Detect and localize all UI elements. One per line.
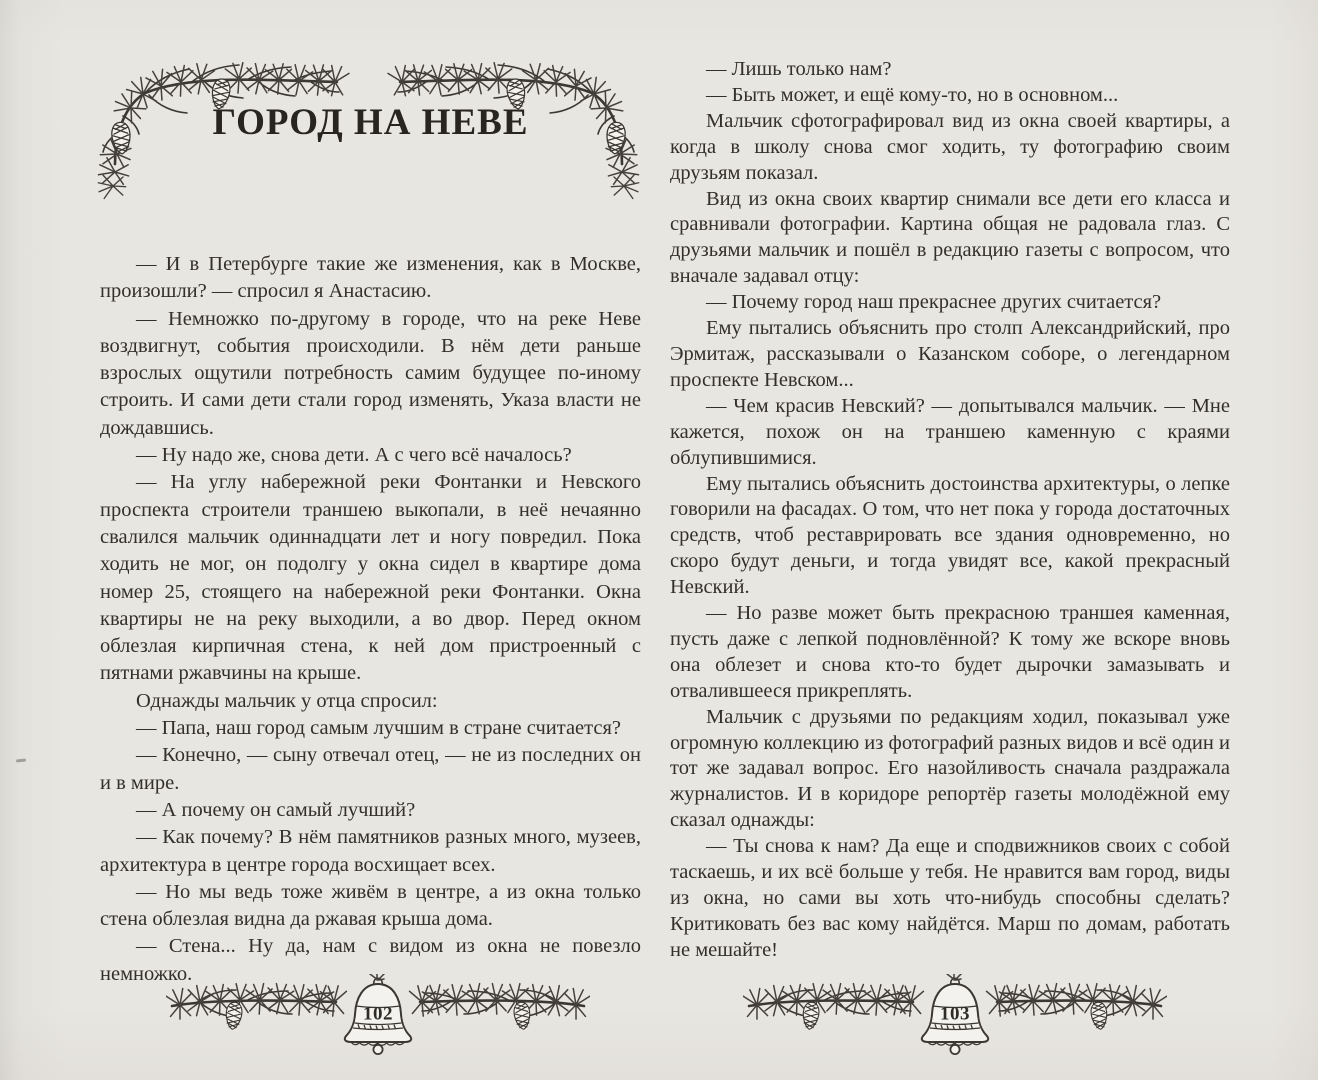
paragraph: — Почему город наш прекраснее других считается?	[706, 291, 1162, 314]
paragraph: Вид из окна своих квартир снимали все дети его класса и сравнивали фотографии. Картина общая не радовала глаз. С друзьями мальчик и пошёл в редакцию газеты с вопросом, что вначале задавал отцу:	[670, 187, 1230, 288]
paragraph: — Папа, наш город самым лучшим в стране считается?	[136, 717, 621, 740]
page-number-right: 103	[940, 1003, 970, 1025]
paragraph: — Как почему? В нём памятников разных много, музеев, архитектура в центре города восхищает всех.	[100, 826, 641, 876]
paragraph: Мальчик сфотографировал вид из окна своей квартиры, а когда в школу снова смог ходить, ту фотографию своим друзьям показал.	[670, 109, 1230, 184]
pine-garland-bell-footer-left	[166, 974, 590, 1074]
page-number-left: 102	[363, 1003, 393, 1025]
paragraph: — Стена... Ну да, нам с видом из окна не повезло немножко.	[100, 935, 641, 985]
paragraph: — А почему он самый лучший?	[136, 798, 416, 821]
paragraph: Мальчик с друзьями по редакциям ходил, показывал уже огромную коллекцию из фотографий разных видов и всё один и тот же задавал вопрос. Его назойливость сначала раздражала журналистов. И в коридоре репортёр газеты молодёжной ему сказал однажды:	[670, 705, 1230, 832]
paragraph: — Ну надо же, снова дети. А с чего всё началось?	[136, 444, 572, 467]
pine-garland-bell-footer-right	[743, 974, 1167, 1074]
paragraph: — На углу набережной реки Фонтанки и Невского проспекта строители траншею выкопали, в неё нечаянно свалился мальчик одиннадцати лет и ногу повредил. Пока ходить не мог, он подолгу у окна сидел в квартире дома номер 25, стоящего на набережной реки Фонтанки. Окна квартиры не на реку выходили, а во двор. Перед окном облезлая кирпичная стена, к ней дом пристроенный с пятнами ржавчины на крыше.	[100, 471, 641, 685]
paragraph: — Немножко по-другому в городе, что на реке Неве воздвигнут, события происходили. В нём дети раньше взрослых ощутили потребность самим будущее по-иному строить. И сами дети стали город изменять, Указа власти не дождавшись.	[100, 307, 641, 439]
paragraph: — Но мы ведь тоже живём в центре, а из окна только стена облезлая видна да ржавая крыша дома.	[100, 880, 641, 931]
paragraph: — Лишь только нам?	[706, 58, 892, 80]
paragraph: — Конечно, — сыну отвечал отец, — не из последних он и в мире.	[100, 744, 641, 794]
paragraph: — И в Петербурге такие же изменения, как в Москве, произошли? — спросил я Анастасию.	[100, 253, 641, 303]
paragraph: — Но разве может быть прекрасною траншея каменная, пусть даже с лепкой подновлённой? К тому же вскоре вновь она облезет и снова кто-то будет дырочки замазывать и отвалившееся прикреплять.	[670, 602, 1230, 702]
chapter-title: ГОРОД НА НЕВЕ	[212, 102, 529, 143]
paragraph: Однажды мальчик у отца спросил:	[136, 689, 438, 712]
page-right-text	[670, 57, 1230, 964]
paragraph: — Ты снова к нам? Да еще и сподвижников своих с собой таскаешь, и их всё больше у тебя. Не нравится вам город, виды из окна, но сами вы хоть что-нибудь способны сделать? Критиковать без вас кому найдётся. Марш по домам, работать не мешайте!	[670, 835, 1230, 961]
paragraph: Ему пытались объяснить достоинства архитектуры, о лепке говорили на фасадах. О том, что нет пока у города достаточных средств, чтоб реставрировать все здания одновременно, но скоро будут деньги, и тогда увидят все, какой прекрасный Невский.	[670, 472, 1230, 599]
paragraph: — Чем красив Невский? — допытывался мальчик. — Мне кажется, похож он на траншею каменную с краями облупившимися.	[670, 394, 1230, 469]
paragraph: Ему пытались объяснить про столп Александрийский, про Эрмитаж, рассказывали о Казанском соборе, о легендарном проспекте Невском...	[670, 317, 1230, 391]
paragraph: — Быть может, и ещё кому-то, но в основном...	[706, 83, 1119, 106]
page-left-text	[100, 251, 641, 988]
scan-artifact-dash	[16, 758, 26, 762]
